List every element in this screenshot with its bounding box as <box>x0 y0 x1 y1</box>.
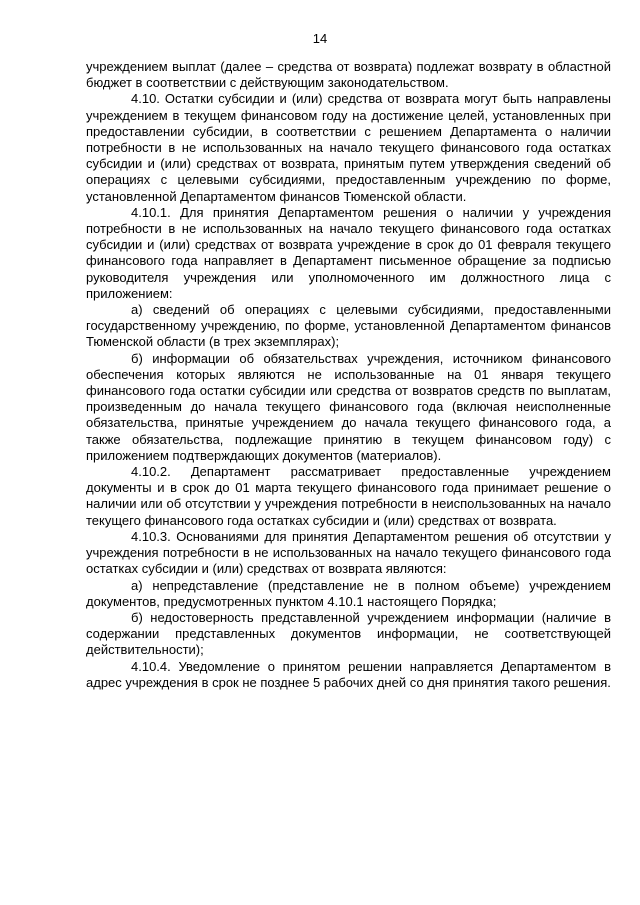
paragraph-4-10-2: 4.10.2. Департамент рассматривает предоставленные учреждением документы и в срок до 01 марта текущего финансового года принимает решение о наличии или об отсутствии у учреждения потребности в неиспользованных на начало текущего финансового года остатках субсидии и (или) средствах от возврата. <box>86 464 611 528</box>
paragraph-4-10-3-b: б) недостоверность представленной учреждением информации (наличие в содержании представленных документов информации, не соответствующей действительности); <box>86 609 611 658</box>
page-number: 14 <box>312 31 328 46</box>
paragraph-4-10-4: 4.10.4. Уведомление о принятом решении направляется Департаментом в адрес учреждения в срок не позднее 5 рабочих дней со дня принятия такого решения. <box>86 658 611 690</box>
document-body <box>86 59 611 691</box>
paragraph-4-10-3: 4.10.3. Основаниями для принятия Департаментом решения об отсутствии у учреждения потребности в не использованных на начало текущего финансового года остатках субсидии и (или) средствах от возврата являются: <box>86 528 611 577</box>
paragraph-4-10-3-a: а) непредставление (представление не в полном объеме) учреждением документов, предусмотренных пунктом 4.10.1 настоящего Порядка; <box>86 577 611 609</box>
paragraph-4-10: 4.10. Остатки субсидии и (или) средства от возврата могут быть направлены учреждением в текущем финансовом году на достижение целей, установленных при предоставлении субсидии, в соответствии с решением Департамента о наличии потребности в не использованных на начало текущего финансового года остатках субсидии и (или) средствах от возврата, принятым путем утверждения сведений об операциях с целевыми субсидиями, предоставленным учреждению по форме, установленной Департаментом финансов Тюменской области. <box>86 91 611 204</box>
paragraph-4-10-1-a: а) сведений об операциях с целевыми субсидиями, предоставленными государственному учреждению, по форме, установленной Департаментом финансов Тюменской области (в трех экземплярах); <box>86 302 611 350</box>
paragraph-continuation: учреждением выплат (далее – средства от возврата) подлежат возврату в областной бюджет в соответствии с действующим законодательством. <box>86 59 611 91</box>
paragraph-4-10-1: 4.10.1. Для принятия Департаментом решения о наличии у учреждения потребности в не использованных на начало текущего финансового года остатках субсидии и (или) средствах от возврата учреждение в срок до 01 февраля текущего финансового года направляет в Департамент письменное обращение за подписью руководителя учреждения или уполномоченного им должностного лица с приложением: <box>86 204 611 301</box>
paragraph-4-10-1-b: б) информации об обязательствах учреждения, источником финансового обеспечения которых являются не использованные на 01 января текущего финансового года остатки субсидии или средства от возвратов средств по выплатам, произведенным до начала текущего финансового года (включая неисполненные обязательства, принятые учреждением до начала текущего финансового года, а также обязательства, подлежащие принятию в текущем финансовом году) с приложением подтверждающих документов (материалов). <box>86 350 611 463</box>
